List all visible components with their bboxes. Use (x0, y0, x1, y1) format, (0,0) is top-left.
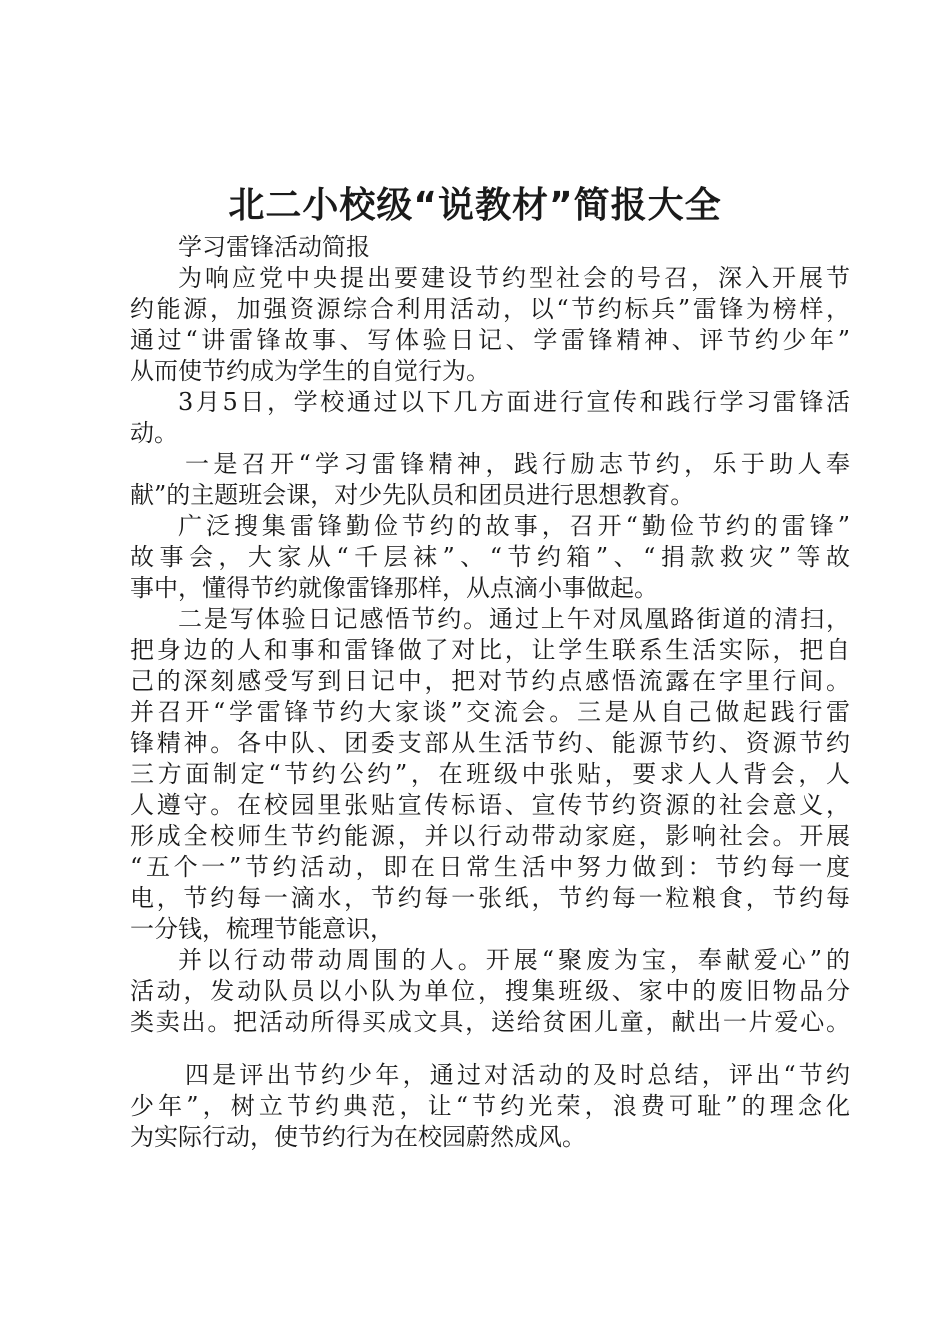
paragraph-line: 为响应党中央提出要建设节约型社会的号召，深入开展节 (178, 264, 850, 292)
paragraph-line: 通过“讲雷锋故事、写体验日记、学雷锋精神、评节约少年” (130, 326, 850, 354)
paragraph-line: “五个一”节约活动，即在日常生活中努力做到：节约每一度 (130, 853, 850, 881)
paragraph-line: 三方面制定“节约公约”，在班级中张贴，要求人人背会，人 (130, 760, 850, 788)
paragraph-line: 3月5日，学校通过以下几方面进行宣传和践行学习雷锋活 (178, 388, 850, 416)
paragraph-line: 己的深刻感受写到日记中，把对节约点感悟流露在字里行间。 (130, 667, 850, 695)
paragraph-line: 并召开“学雷锋节约大家谈”交流会。三是从自己做起践行雷 (130, 698, 850, 726)
paragraph-line: 故事会，大家从“千层袜”、“节约箱”、“捐款救灾”等故 (130, 543, 850, 571)
paragraph-line: 二是写体验日记感悟节约。通过上午对凤凰路街道的清扫， (178, 605, 850, 633)
paragraph-line: 一是召开“学习雷锋精神，践行励志节约，乐于助人奉 (185, 450, 850, 478)
paragraph-line: 把身边的人和事和雷锋做了对比，让学生联系生活实际，把自 (130, 636, 850, 664)
document-body (130, 232, 850, 1153)
paragraph-line: 锋精神。各中队、团委支部从生活节约、能源节约、资源节约 (130, 729, 850, 757)
paragraph-spacer (130, 1038, 850, 1060)
paragraph-line: 电，节约每一滴水，节约每一张纸，节约每一粒粮食，节约每 (130, 884, 850, 912)
paragraph-line: 活动，发动队员以小队为单位，搜集班级、家中的废旧物品分 (130, 977, 850, 1005)
paragraph-line: 广泛搜集雷锋勤俭节约的故事，召开“勤俭节约的雷锋” (178, 512, 850, 540)
paragraph-line: 并以行动带动周围的人。开展“聚废为宝，奉献爱心”的 (178, 946, 850, 974)
paragraph-line: 事中，懂得节约就像雷锋那样，从点滴小事做起。 (130, 574, 658, 602)
paragraph-line: 一分钱，梳理节能意识， (130, 915, 394, 943)
paragraph-line: 形成全校师生节约能源，并以行动带动家庭，影响社会。开展 (130, 822, 850, 850)
paragraph-line: 类卖出。把活动所得买成文具，送给贫困儿童，献出一片爱心。 (130, 1008, 850, 1036)
document-title: 北二小校级“说教材”简报大全 (228, 185, 722, 226)
paragraph-line: 动。 (130, 419, 178, 447)
section-heading: 学习雷锋活动简报 (178, 233, 370, 261)
paragraph-line: 为实际行动，使节约行为在校园蔚然成风。 (130, 1123, 586, 1151)
paragraph-line: 从而使节约成为学生的自觉行为。 (130, 357, 490, 385)
paragraph-line: 献”的主题班会课，对少先队员和团员进行思想教育。 (130, 481, 695, 509)
paragraph-line: 人遵守。在校园里张贴宣传标语、宣传节约资源的社会意义， (130, 791, 850, 819)
paragraph-line: 四是评出节约少年，通过对活动的及时总结，评出“节约 (185, 1061, 850, 1089)
paragraph-line: 约能源，加强资源综合利用活动，以“节约标兵”雷锋为榜样， (130, 295, 850, 323)
paragraph-line: 少年”，树立节约典范，让“节约光荣，浪费可耻”的理念化 (130, 1092, 850, 1120)
